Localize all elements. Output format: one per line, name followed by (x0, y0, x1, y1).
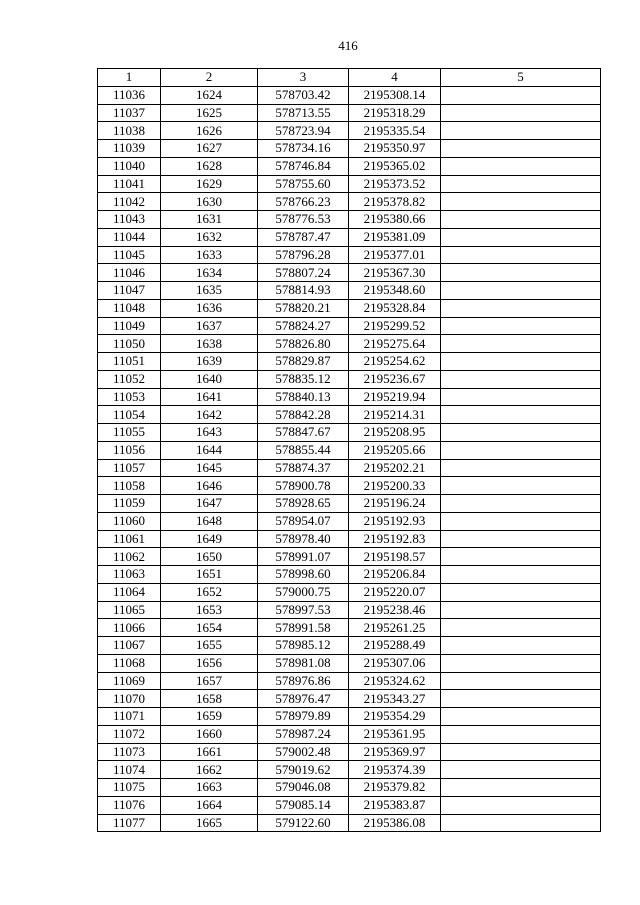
table-cell-col-5 (441, 406, 601, 424)
table-cell-col-4: 2195369.97 (349, 743, 441, 761)
table-row (98, 441, 601, 459)
table-cell-col-1: 11048 (98, 299, 161, 317)
table-cell-col-3: 579046.08 (258, 779, 349, 797)
table-cell-col-5 (441, 122, 601, 140)
table-cell-col-2: 1660 (161, 725, 258, 743)
table-cell-col-4: 2195192.83 (349, 530, 441, 548)
table-cell-col-4: 2195378.82 (349, 193, 441, 211)
table-row (98, 495, 601, 513)
table-cell-col-4: 2195365.02 (349, 157, 441, 175)
table-cell-col-4: 2195381.09 (349, 228, 441, 246)
table-cell-col-5 (441, 796, 601, 814)
table-cell-col-2: 1641 (161, 388, 258, 406)
table-row (98, 814, 601, 832)
table-cell-col-4: 2195307.06 (349, 654, 441, 672)
table-row (98, 512, 601, 530)
table-cell-col-5 (441, 637, 601, 655)
table-row (98, 548, 601, 566)
table-cell-col-4: 2195383.87 (349, 796, 441, 814)
table-cell-col-1: 11066 (98, 619, 161, 637)
table-cell-col-2: 1657 (161, 672, 258, 690)
table-cell-col-1: 11054 (98, 406, 161, 424)
table-cell-col-4: 2195202.21 (349, 459, 441, 477)
table-cell-col-4: 2195261.25 (349, 619, 441, 637)
table-cell-col-1: 11061 (98, 530, 161, 548)
table-cell-col-4: 2195361.95 (349, 725, 441, 743)
table-cell-col-4: 2195350.97 (349, 140, 441, 158)
table-cell-col-4: 2195219.94 (349, 388, 441, 406)
table-cell-col-4: 2195377.01 (349, 246, 441, 264)
table-row (98, 424, 601, 442)
table-cell-col-3: 578835.12 (258, 370, 349, 388)
table-cell-col-1: 11060 (98, 512, 161, 530)
table-cell-col-2: 1630 (161, 193, 258, 211)
table-cell-col-2: 1636 (161, 299, 258, 317)
column-header-1: 1 (98, 69, 161, 87)
table-cell-col-4: 2195254.62 (349, 353, 441, 371)
table-cell-col-2: 1661 (161, 743, 258, 761)
table-cell-col-1: 11064 (98, 583, 161, 601)
table-cell-col-1: 11071 (98, 708, 161, 726)
table-cell-col-2: 1633 (161, 246, 258, 264)
table-cell-col-4: 2195236.67 (349, 370, 441, 388)
table-cell-col-3: 578981.08 (258, 654, 349, 672)
table-row (98, 299, 601, 317)
table-row (98, 654, 601, 672)
table-cell-col-5 (441, 495, 601, 513)
table-cell-col-3: 578997.53 (258, 601, 349, 619)
table-cell-col-4: 2195192.93 (349, 512, 441, 530)
table-cell-col-4: 2195328.84 (349, 299, 441, 317)
column-header-3: 3 (258, 69, 349, 87)
table-cell-col-1: 11038 (98, 122, 161, 140)
table-cell-col-4: 2195205.66 (349, 441, 441, 459)
table-row (98, 175, 601, 193)
table-cell-col-1: 11069 (98, 672, 161, 690)
table-cell-col-3: 578855.44 (258, 441, 349, 459)
table-row (98, 388, 601, 406)
table-cell-col-2: 1650 (161, 548, 258, 566)
table-cell-col-5 (441, 353, 601, 371)
table-cell-col-4: 2195367.30 (349, 264, 441, 282)
table-cell-col-5 (441, 761, 601, 779)
table-cell-col-3: 578985.12 (258, 637, 349, 655)
table-cell-col-5 (441, 725, 601, 743)
table-cell-col-3: 578826.80 (258, 335, 349, 353)
table-row (98, 796, 601, 814)
table-cell-col-3: 579085.14 (258, 796, 349, 814)
table-cell-col-3: 578787.47 (258, 228, 349, 246)
table-cell-col-3: 578976.47 (258, 690, 349, 708)
table-row (98, 725, 601, 743)
table-cell-col-2: 1626 (161, 122, 258, 140)
table-cell-col-5 (441, 317, 601, 335)
table-header (98, 69, 601, 87)
table-cell-col-4: 2195288.49 (349, 637, 441, 655)
table-cell-col-2: 1627 (161, 140, 258, 158)
table-cell-col-2: 1658 (161, 690, 258, 708)
table-cell-col-5 (441, 424, 601, 442)
table-cell-col-2: 1625 (161, 104, 258, 122)
table-row (98, 317, 601, 335)
table-cell-col-1: 11058 (98, 477, 161, 495)
table-cell-col-1: 11049 (98, 317, 161, 335)
table-cell-col-1: 11070 (98, 690, 161, 708)
column-header-2: 2 (161, 69, 258, 87)
table-cell-col-3: 578766.23 (258, 193, 349, 211)
table-cell-col-5 (441, 441, 601, 459)
table-cell-col-5 (441, 530, 601, 548)
table-cell-col-5 (441, 654, 601, 672)
table-cell-col-5 (441, 548, 601, 566)
table-row (98, 157, 601, 175)
table-cell-col-1: 11039 (98, 140, 161, 158)
table-cell-col-1: 11059 (98, 495, 161, 513)
table-row (98, 86, 601, 104)
table-cell-col-2: 1649 (161, 530, 258, 548)
table-cell-col-1: 11044 (98, 228, 161, 246)
table-row (98, 583, 601, 601)
table-cell-col-5 (441, 211, 601, 229)
table-cell-col-3: 578900.78 (258, 477, 349, 495)
table-row (98, 370, 601, 388)
table-cell-col-1: 11043 (98, 211, 161, 229)
table-cell-col-2: 1646 (161, 477, 258, 495)
table-cell-col-5 (441, 228, 601, 246)
table-cell-col-5 (441, 370, 601, 388)
table-row (98, 743, 601, 761)
table-cell-col-5 (441, 583, 601, 601)
table-cell-col-5 (441, 246, 601, 264)
table-cell-col-3: 578713.55 (258, 104, 349, 122)
table-cell-col-3: 578979.89 (258, 708, 349, 726)
table-cell-col-4: 2195343.27 (349, 690, 441, 708)
table-row (98, 282, 601, 300)
table-cell-col-1: 11074 (98, 761, 161, 779)
table-cell-col-5 (441, 264, 601, 282)
table-cell-col-5 (441, 601, 601, 619)
table-cell-col-2: 1655 (161, 637, 258, 655)
table-cell-col-2: 1640 (161, 370, 258, 388)
table-row (98, 246, 601, 264)
table-cell-col-3: 578755.60 (258, 175, 349, 193)
table-cell-col-2: 1624 (161, 86, 258, 104)
header-row (98, 69, 601, 87)
table-row (98, 353, 601, 371)
table-cell-col-3: 579002.48 (258, 743, 349, 761)
table-cell-col-5 (441, 157, 601, 175)
table-cell-col-2: 1665 (161, 814, 258, 832)
table-cell-col-3: 578829.87 (258, 353, 349, 371)
table-cell-col-1: 11053 (98, 388, 161, 406)
table-cell-col-3: 578991.58 (258, 619, 349, 637)
table-cell-col-3: 578734.16 (258, 140, 349, 158)
table-body (98, 86, 601, 832)
table-cell-col-5 (441, 743, 601, 761)
table-cell-col-4: 2195208.95 (349, 424, 441, 442)
table-row (98, 104, 601, 122)
table-row (98, 690, 601, 708)
table-cell-col-3: 578814.93 (258, 282, 349, 300)
table-cell-col-4: 2195206.84 (349, 566, 441, 584)
table-cell-col-2: 1634 (161, 264, 258, 282)
table-cell-col-3: 578840.13 (258, 388, 349, 406)
table-cell-col-2: 1662 (161, 761, 258, 779)
table-cell-col-4: 2195354.29 (349, 708, 441, 726)
table-row (98, 335, 601, 353)
table-cell-col-4: 2195318.29 (349, 104, 441, 122)
table-cell-col-5 (441, 708, 601, 726)
table-cell-col-2: 1632 (161, 228, 258, 246)
table-cell-col-2: 1652 (161, 583, 258, 601)
table-cell-col-4: 2195214.31 (349, 406, 441, 424)
table-cell-col-5 (441, 814, 601, 832)
table-cell-col-4: 2195196.24 (349, 495, 441, 513)
table-cell-col-2: 1631 (161, 211, 258, 229)
table-cell-col-4: 2195348.60 (349, 282, 441, 300)
table-cell-col-2: 1643 (161, 424, 258, 442)
table-cell-col-4: 2195379.82 (349, 779, 441, 797)
table-cell-col-3: 578807.24 (258, 264, 349, 282)
table-cell-col-2: 1651 (161, 566, 258, 584)
table-cell-col-5 (441, 459, 601, 477)
table-cell-col-3: 578842.28 (258, 406, 349, 424)
table-cell-col-1: 11077 (98, 814, 161, 832)
table-cell-col-3: 579122.60 (258, 814, 349, 832)
table-cell-col-2: 1639 (161, 353, 258, 371)
table-cell-col-5 (441, 335, 601, 353)
table-cell-col-1: 11051 (98, 353, 161, 371)
table-cell-col-2: 1645 (161, 459, 258, 477)
table-cell-col-1: 11046 (98, 264, 161, 282)
table-cell-col-2: 1648 (161, 512, 258, 530)
table-cell-col-3: 578874.37 (258, 459, 349, 477)
table-cell-col-5 (441, 104, 601, 122)
table-cell-col-4: 2195380.66 (349, 211, 441, 229)
table-cell-col-2: 1647 (161, 495, 258, 513)
table-row (98, 406, 601, 424)
table-cell-col-1: 11041 (98, 175, 161, 193)
table-cell-col-1: 11052 (98, 370, 161, 388)
table-row (98, 140, 601, 158)
table-cell-col-4: 2195373.52 (349, 175, 441, 193)
table-cell-col-5 (441, 690, 601, 708)
table-cell-col-1: 11045 (98, 246, 161, 264)
table-cell-col-5 (441, 193, 601, 211)
table-row (98, 459, 601, 477)
table-cell-col-1: 11050 (98, 335, 161, 353)
table-cell-col-1: 11065 (98, 601, 161, 619)
table-row (98, 193, 601, 211)
table-cell-col-5 (441, 619, 601, 637)
table-cell-col-2: 1635 (161, 282, 258, 300)
table-cell-col-3: 578998.60 (258, 566, 349, 584)
table-row (98, 672, 601, 690)
table-row (98, 530, 601, 548)
table-cell-col-1: 11063 (98, 566, 161, 584)
table-row (98, 228, 601, 246)
table-cell-col-1: 11047 (98, 282, 161, 300)
table-cell-col-4: 2195238.46 (349, 601, 441, 619)
table-cell-col-1: 11076 (98, 796, 161, 814)
table-cell-col-4: 2195386.08 (349, 814, 441, 832)
table-cell-col-2: 1637 (161, 317, 258, 335)
table-cell-col-3: 578723.94 (258, 122, 349, 140)
table-cell-col-1: 11056 (98, 441, 161, 459)
coordinates-table (97, 68, 601, 832)
table-cell-col-3: 579019.62 (258, 761, 349, 779)
table-row (98, 779, 601, 797)
table-cell-col-2: 1663 (161, 779, 258, 797)
table-cell-col-3: 578847.67 (258, 424, 349, 442)
table-cell-col-4: 2195374.39 (349, 761, 441, 779)
table-cell-col-5 (441, 477, 601, 495)
table-cell-col-4: 2195220.07 (349, 583, 441, 601)
table-cell-col-5 (441, 388, 601, 406)
table-row (98, 477, 601, 495)
table-cell-col-1: 11072 (98, 725, 161, 743)
table-cell-col-1: 11036 (98, 86, 161, 104)
table-cell-col-3: 578978.40 (258, 530, 349, 548)
table-cell-col-1: 11057 (98, 459, 161, 477)
table-cell-col-1: 11067 (98, 637, 161, 655)
table-cell-col-5 (441, 140, 601, 158)
table-cell-col-3: 578820.21 (258, 299, 349, 317)
table-cell-col-4: 2195198.57 (349, 548, 441, 566)
table-row (98, 601, 601, 619)
table-cell-col-3: 579000.75 (258, 583, 349, 601)
table-cell-col-3: 578703.42 (258, 86, 349, 104)
table-cell-col-3: 578746.84 (258, 157, 349, 175)
table-cell-col-5 (441, 282, 601, 300)
table-cell-col-1: 11062 (98, 548, 161, 566)
table-cell-col-1: 11040 (98, 157, 161, 175)
table-cell-col-3: 578954.07 (258, 512, 349, 530)
table-cell-col-4: 2195275.64 (349, 335, 441, 353)
table-cell-col-4: 2195299.52 (349, 317, 441, 335)
table-cell-col-5 (441, 175, 601, 193)
table-cell-col-1: 11055 (98, 424, 161, 442)
table-cell-col-2: 1638 (161, 335, 258, 353)
table-row (98, 637, 601, 655)
table-cell-col-3: 578824.27 (258, 317, 349, 335)
table-row (98, 264, 601, 282)
column-header-4: 4 (349, 69, 441, 87)
table-row (98, 619, 601, 637)
page-number: 416 (338, 38, 358, 53)
table-cell-col-4: 2195324.62 (349, 672, 441, 690)
table-cell-col-5 (441, 566, 601, 584)
table-cell-col-1: 11042 (98, 193, 161, 211)
table-cell-col-2: 1653 (161, 601, 258, 619)
table-cell-col-2: 1644 (161, 441, 258, 459)
table-cell-col-5 (441, 299, 601, 317)
table-cell-col-2: 1656 (161, 654, 258, 672)
table-row (98, 566, 601, 584)
table-cell-col-5 (441, 512, 601, 530)
table-cell-col-1: 11037 (98, 104, 161, 122)
table-cell-col-2: 1642 (161, 406, 258, 424)
table-cell-col-5 (441, 86, 601, 104)
table-cell-col-2: 1654 (161, 619, 258, 637)
table-cell-col-1: 11073 (98, 743, 161, 761)
table-cell-col-3: 578987.24 (258, 725, 349, 743)
table-cell-col-3: 578776.53 (258, 211, 349, 229)
table-cell-col-4: 2195200.33 (349, 477, 441, 495)
table-cell-col-2: 1659 (161, 708, 258, 726)
table-row (98, 122, 601, 140)
table-cell-col-3: 578976.86 (258, 672, 349, 690)
table-cell-col-5 (441, 672, 601, 690)
table-cell-col-2: 1628 (161, 157, 258, 175)
table-cell-col-2: 1664 (161, 796, 258, 814)
table-cell-col-2: 1629 (161, 175, 258, 193)
table-cell-col-4: 2195335.54 (349, 122, 441, 140)
table-cell-col-3: 578928.65 (258, 495, 349, 513)
table-cell-col-3: 578991.07 (258, 548, 349, 566)
table-row (98, 708, 601, 726)
column-header-5: 5 (441, 69, 601, 87)
table-cell-col-4: 2195308.14 (349, 86, 441, 104)
table-row (98, 761, 601, 779)
table-row (98, 211, 601, 229)
table-cell-col-5 (441, 779, 601, 797)
table-cell-col-3: 578796.28 (258, 246, 349, 264)
table-cell-col-1: 11068 (98, 654, 161, 672)
table-cell-col-1: 11075 (98, 779, 161, 797)
